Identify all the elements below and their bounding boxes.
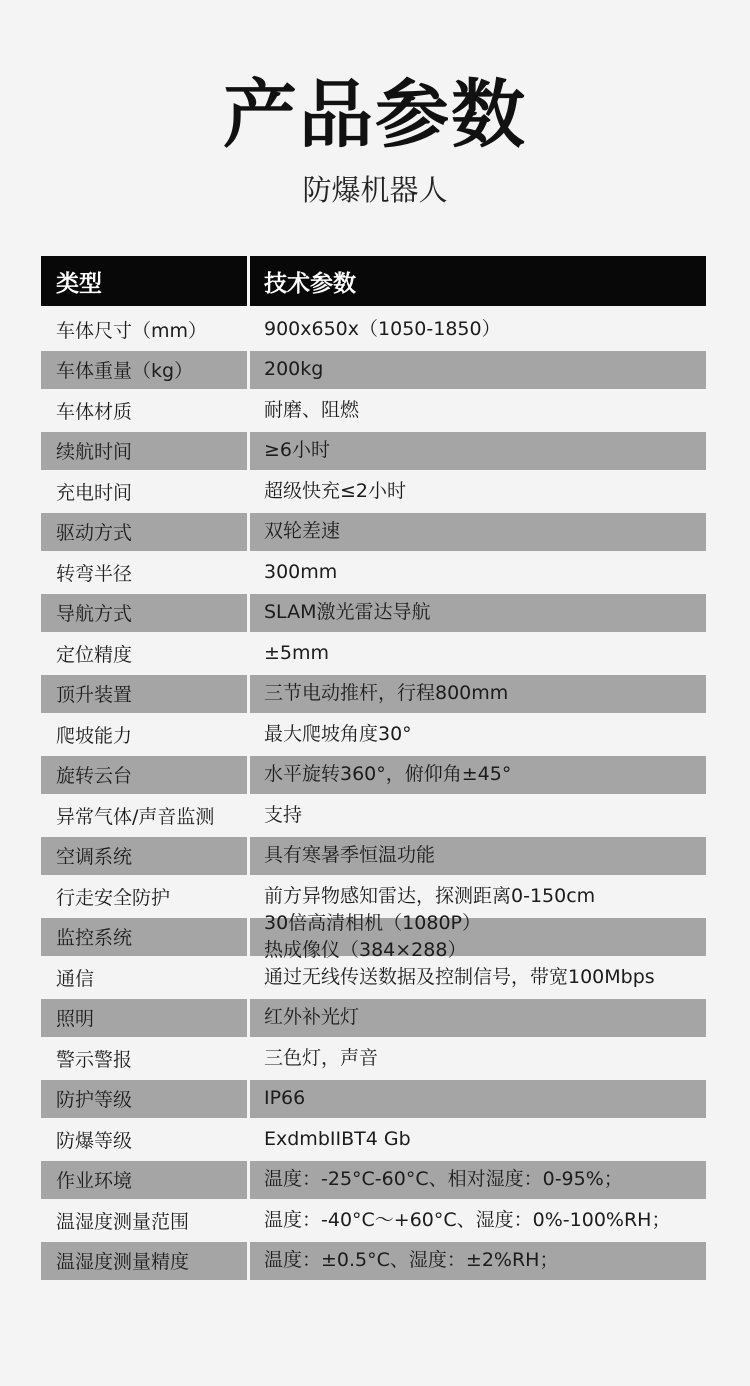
row-value xyxy=(250,912,706,961)
row-value xyxy=(250,957,706,998)
row-value xyxy=(250,309,706,350)
row-value-line: 超级快充≤2小时 xyxy=(264,479,407,502)
header-type: 类型 xyxy=(41,256,247,306)
row-label: 空调系统 xyxy=(41,836,247,877)
row-label: 警示警报 xyxy=(56,1048,133,1071)
table-row xyxy=(41,1038,706,1079)
table-row xyxy=(41,998,706,1039)
row-label: 防护等级 xyxy=(41,1079,247,1120)
row-value-line: 水平旋转360°，俯仰角±45° xyxy=(264,763,512,786)
row-value-line: 三节电动推杆，行程800mm xyxy=(264,682,509,705)
row-value xyxy=(250,593,706,634)
row-value xyxy=(250,1038,706,1079)
row-label: 续航时间 xyxy=(41,431,247,472)
table-row xyxy=(41,552,706,593)
row-label: 顶升装置 xyxy=(41,674,247,715)
table-row xyxy=(41,1160,706,1201)
row-label: 防爆等级 xyxy=(56,1129,133,1152)
row-value xyxy=(250,1241,706,1282)
row-value xyxy=(250,390,706,431)
row-label: 定位精度 xyxy=(56,643,133,666)
page-title: 产品参数 xyxy=(223,72,527,158)
row-value xyxy=(250,795,706,836)
row-label: 通信 xyxy=(56,967,95,990)
row-label: 车体尺寸（mm） xyxy=(56,319,208,342)
row-value-line: 温度：±0.5°C、湿度：±2%RH； xyxy=(264,1249,559,1272)
table-row xyxy=(41,309,706,350)
row-value-line: 200kg xyxy=(264,358,324,381)
row-value xyxy=(250,1200,706,1241)
row-label: 作业环境 xyxy=(41,1160,247,1201)
row-label: 车体重量（kg） xyxy=(41,350,247,391)
row-value-line: 最大爬坡角度30° xyxy=(264,722,412,745)
table-row xyxy=(41,836,706,877)
table-row xyxy=(41,1241,706,1282)
row-value xyxy=(250,471,706,512)
row-label: 异常气体/声音监测 xyxy=(56,805,215,828)
table-row xyxy=(41,795,706,836)
row-value xyxy=(250,512,706,553)
table-row xyxy=(41,431,706,472)
row-label: 旋转云台 xyxy=(41,755,247,796)
row-value-line: 900x650x（1050-1850） xyxy=(264,317,501,340)
row-value xyxy=(250,998,706,1039)
table-row xyxy=(41,350,706,391)
table-row xyxy=(41,912,706,961)
row-value-line: 支持 xyxy=(264,803,303,826)
row-value xyxy=(250,431,706,472)
table-row xyxy=(41,471,706,512)
row-value xyxy=(250,350,706,391)
row-value xyxy=(250,1079,706,1120)
header-params: 技术参数 xyxy=(250,256,706,306)
row-value-line: 通过无线传送数据及控制信号，带宽100Mbps xyxy=(264,965,655,988)
row-value-line: IP66 xyxy=(264,1087,306,1110)
row-value-line: ±5mm xyxy=(264,641,330,664)
table-row xyxy=(41,1119,706,1160)
row-value xyxy=(250,1119,706,1160)
row-value xyxy=(250,714,706,755)
row-value-line: 温度：-40°C～+60°C、湿度：0%-100%RH； xyxy=(264,1208,671,1231)
row-label: 驱动方式 xyxy=(41,512,247,553)
row-value-line: 具有寒暑季恒温功能 xyxy=(264,844,436,867)
row-value-line: 红外补光灯 xyxy=(264,1006,360,1029)
row-value-line: 三色灯，声音 xyxy=(264,1046,379,1069)
row-label: 车体材质 xyxy=(56,400,133,423)
table-row xyxy=(41,755,706,796)
page-subtitle: 防爆机器人 xyxy=(302,173,448,207)
row-value-line: ≥6小时 xyxy=(264,439,331,462)
row-value-line: 热成像仪（384×288） xyxy=(264,938,467,961)
row-label: 爬坡能力 xyxy=(56,724,133,747)
table-row xyxy=(41,390,706,431)
table-body xyxy=(41,309,706,1281)
table-row xyxy=(41,714,706,755)
row-value xyxy=(250,836,706,877)
row-label: 导航方式 xyxy=(41,593,247,634)
row-label: 温湿度测量范围 xyxy=(56,1210,190,1233)
row-value xyxy=(250,755,706,796)
row-value xyxy=(250,633,706,674)
table-header xyxy=(41,256,706,306)
table-row xyxy=(41,1079,706,1120)
row-value xyxy=(250,552,706,593)
row-value-line: 耐磨、阻燃 xyxy=(264,398,360,421)
spec-table xyxy=(41,256,706,1281)
table-row xyxy=(41,512,706,553)
row-value xyxy=(250,674,706,715)
row-value-line: SLAM激光雷达导航 xyxy=(264,601,431,624)
table-row xyxy=(41,593,706,634)
row-label: 转弯半径 xyxy=(56,562,133,585)
row-label: 充电时间 xyxy=(56,481,133,504)
row-label: 行走安全防护 xyxy=(56,886,171,909)
table-row xyxy=(41,633,706,674)
row-value-line: 双轮差速 xyxy=(264,520,341,543)
row-value-line: 温度：-25°C-60°C、相对湿度：0-95%； xyxy=(264,1168,623,1191)
row-value-line: 30倍高清相机（1080P） xyxy=(264,912,481,935)
table-row xyxy=(41,674,706,715)
table-row xyxy=(41,957,706,998)
row-value xyxy=(250,1160,706,1201)
row-value-line: 前方异物感知雷达，探测距离0-150cm xyxy=(264,884,596,907)
row-label: 监控系统 xyxy=(41,917,247,958)
row-label: 温湿度测量精度 xyxy=(41,1241,247,1282)
row-value-line: 300mm xyxy=(264,560,338,583)
row-label: 照明 xyxy=(41,998,247,1039)
table-row xyxy=(41,1200,706,1241)
row-value-line: ExdmbIIBT4 Gb xyxy=(264,1127,411,1150)
